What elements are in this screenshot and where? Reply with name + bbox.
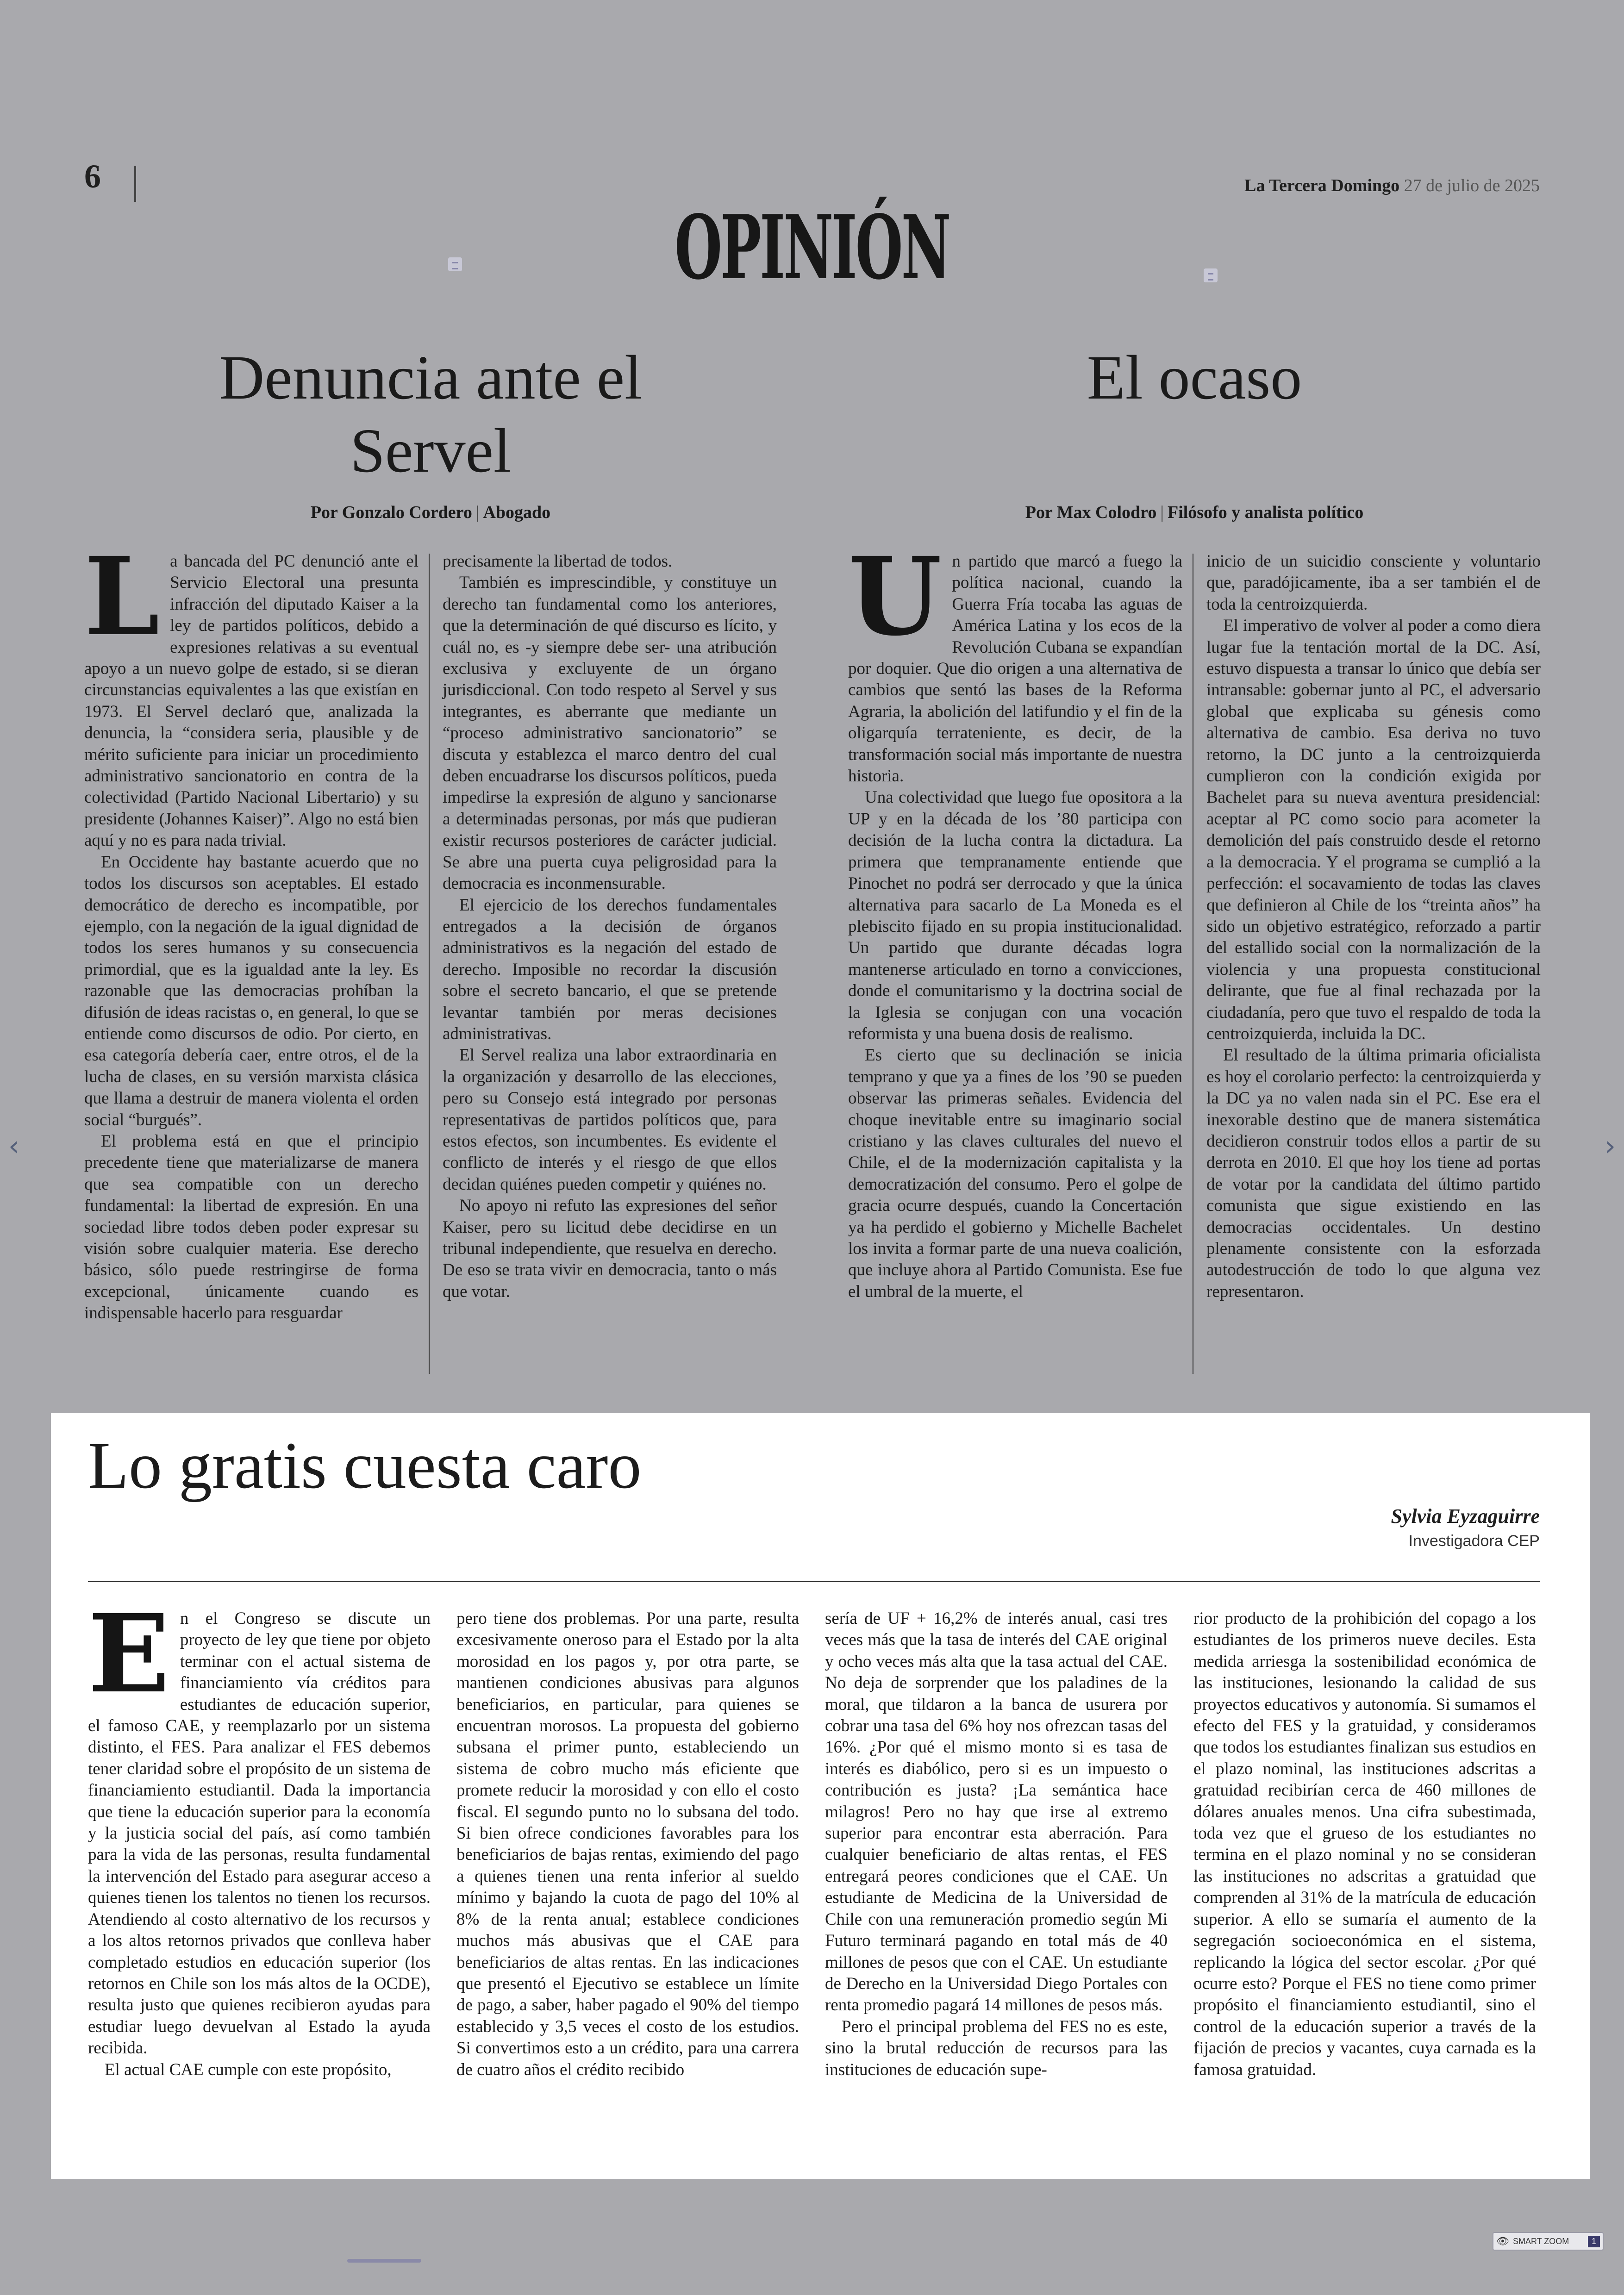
paragraph: El ejercicio de los derechos fundamentales entregados a la decisión de órganos administrativos es la negación del estado de derecho. Imposible no recordar la discusión sobre el secreto bancario, el que se pretende levantar también por meras decisiones administrativas. [443,895,777,1043]
paragraph: Es cierto que su declinación se inicia temprano y que ya a fines de los ’90 se pueden observar las primeras señales. Evidencia del choque inevitable entre su imaginario social cristiano y las claves culturales del nuevo el Chile, el de la modernización capitalista y la democratización del consumo. Pero el golpe de gracia ocurre después, cuando la Concertación ya ha perdido el gobierno y Michelle Bachelet los invita a formar parte de una nueva coalición, que incluye ahora al Partido Comunista. Ese fue el umbral de la muerte, el [848,1046,1182,1301]
paragraph: No apoyo ni refuto las expresiones del señor Kaiser, pero su licitud debe decidirse en un tribunal independiente, que resuelva en derecho. De eso se trata vivir en democracia, tanto o más que votar. [443,1196,777,1301]
byline-separator: | [475,503,480,522]
section-title: OPINIÓN [675,196,949,299]
page-scrollbar-track[interactable] [347,2259,1273,2263]
paragraph-text: n el Congreso se discute un proyecto de ley que tiene por objeto terminar con el actual sistema de financiamiento vía créditos para estudiantes de educación superior, el famoso CAE, y reemplazarlo por un sistema distinto, el FES. Para analizar el FES debemos tener claridad sobre el propósito de un sistema de financiamiento estudiantil. Dada la importancia que tiene la educación superior para la economía y la justicia social del país, así como también para la vida de las personas, resulta fundamental la intervención del Estado para asegurar acceso a quienes tienen los talentos no tienen los recursos. Atendiendo al costo alternativo de los recursos y a los altos retornos privados que conlleva haber completado estudios en educación superior (los retornos en Chile son los más altos de la OCDE), resulta justo que quienes recibieron ayudas para estudiar luego devuelvan al Estado la ayuda recibida. [88,1609,431,2058]
paragraph: sería de UF + 16,2% de interés anual, casi tres veces más que la tasa de interés del CAE original y ocho veces más alta que la tasa actual del CAE. No deja de sorprender que los paladines de la moral, que tildaron a la banca de usurera por cobrar una tasa del 6% hoy nos ofrezcan tasas del 16%. ¿Por qué el mismo monto si es tasa de interés es diabólico, pero si es un impuesto o contribución es justa? ¡La semántica hace milagros! Pero no hay que irse al extremo superior para encontrar esta aberración. Para cualquier beneficiario de altas rentas, el FES entregará peores condiciones que el CAE. Un estudiante de Medicina de la Universidad de Chile con una remuneración promedio según Mi Futuro terminará pagando en total más de 40 millones de pesos que con el CAE. Un estudiante de Derecho en la Universidad Diego Portales con renta promedio pagará 14 millones de pesos más. [825,1609,1168,2015]
paragraph: El problema está en que el principio precedente tiene que materializarse de manera que sea compatible con un derecho fundamental: la libertad de expresión. En una sociedad libre todos deben poder expresar su visión sobre cualquier materia. Ese derecho básico, sólo puede restringirse de forma excepcional, únicamente cuando es indispensable hacerlo para resguardar [84,1131,418,1323]
publication-date: 27 de julio de 2025 [1404,176,1540,195]
page-number: 6 [84,158,101,195]
paragraph: El actual CAE cumple con este propósito, [105,2060,392,2079]
publication-name: La Tercera Domingo [1244,176,1400,195]
page-number-divider [134,166,136,202]
dateline [1244,177,1540,194]
page-scrollbar-thumb[interactable] [347,2259,421,2263]
paragraph: El resultado de la última primaria oficialista es hoy el corolario perfecto: la centroizquierda y la DC ya no valen nada sin el PC. Ese era el inexorable destino que de manera sistemática decidieron construir todos ellos a partir de su derrota en 2010. El que hoy los tiene ad portas de votar por la candidata del último partido comunista que sigue existiendo en las democracias occidentales. Un destino plenamente consistente con la esforzada autodestrucción de todo lo que alguna vez representaron. [1206,1046,1541,1301]
drop-cap: E [88,1590,170,1717]
headline-divider [88,1581,1540,1582]
paragraph: inicio de un suicidio consciente y voluntario que, paradójicamente, iba a ser también el de toda la centroizquierda. [1206,552,1541,614]
headline-line: Servel [350,416,511,486]
zoom-level-badge: 1 [1588,2236,1600,2247]
smart-zoom-label: SMART ZOOM [1512,2236,1569,2246]
paragraph: Pero el principal problema del FES no es este, sino la brutal reducción de recursos para las instituciones de educación supe- [825,2017,1168,2079]
paragraph-text: a bancada del PC denunció ante el Servicio Electoral una presunta infracción del diputado Kaiser a la ley de partidos políticos, debido a expresiones relativas a su eventual apoyo a un nuevo golpe de estado, si se dieran circunstancias equivalentes a las que existían en 1973. El Servel declaró que, analizada la denuncia, la “considera seria, plausible y de mérito suficiente para iniciar un procedimiento administrativo sancionatorio en contra de la colectividad (Partido Nacional Libertario) y su presidente (Johannes Kaiser)”. Algo no está bien aquí y no es para nada trivial. [84,552,418,850]
drop-cap: U [848,533,942,660]
smart-zoom-button[interactable] [1493,2232,1604,2251]
paragraph: rior producto de la prohibición del copago a los estudiantes de los primeros nueve deciles. Esta medida arriesga la sostenibilidad económica de las instituciones, lesionando la calidad de sus proyectos educativos y autonomía. Si sumamos el efecto del FES y la gratuidad, y consideramos que todos los estudiantes finalizan sus estudios en el plazo nominal, las instituciones adscritas a gratuidad recibirían cerca de 460 millones de dólares anuales menos. Una cifra subestimada, toda vez que el grueso de los estudiantes no termina en el plazo nominal y no se consideran las instituciones no adscritas a gratuidad que comprenden al 31% de la matrícula de educación superior. A ello se sumaría el aumento de la segregación socioeconómica en el sistema, replicando la lógica del sector escolar. ¿Por qué ocurre esto? Porque el FES no tiene como primer propósito el financiamiento estudiantil, sino el control de la educación superior a través de la fijación de precios y vacantes, cuya carnada es la famosa gratuidad. [1193,1609,1536,2079]
article-headline [84,342,777,488]
paragraph: En Occidente hay bastante acuerdo que no todos los discursos son aceptables. El estado democrático de derecho es incompatible, por ejemplo, con la negación de la igual dignidad de todos los seres humanos y su consecuencia primordial, que es la igualdad ante la ley. Es razonable que las democracias prohíban la difusión de ideas racistas o, en general, lo que se entiende como discursos de odio. Por cierto, en esa categoría debería caer, entre otros, el de la lucha de clases, en su versión marxista clásica que llama a destruir de manera violenta el orden social “burgués”. [84,852,418,1129]
article-column [1193,1608,1536,2081]
author-name: Por Max Colodro [1025,503,1157,522]
article-column [88,1590,431,2081]
article-column [456,1608,799,2081]
article-column [825,1608,1168,2081]
paragraph: pero tiene dos problemas. Por una parte, resulta excesivamente oneroso para el Estado por la alta morosidad en los pagos y, por otra parte, se mantienen condiciones abusivas para algunos beneficiarios, en particular, para quienes se encuentran morosos. La propuesta del gobierno subsana el primer punto, estableciendo un sistema de cobro mucho más eficiente que promete reducir la morosidad y con ello el costo fiscal. El segundo punto no lo subsana del todo. Si bien ofrece condiciones favorables para los beneficiarios de bajas rentas, eximiendo del pago a quienes tienen una renta inferior al sueldo mínimo y bajando la cuota de pago del 10% al 8% de la renta anual; establece condiciones muchos más abusivas que el CAE para beneficiarios de altas rentas. En las indicaciones que presentó el Ejecutivo se establece un límite de pago, a saber, haber pagado el 90% del tiempo establecido y 3,5 veces el costo de los estudios. Si convertimos esto a un crédito, para una carrera de cuatro años el crédito recibido [456,1609,799,2079]
article-marker-icon[interactable] [448,257,462,271]
byline-separator: | [1160,503,1164,522]
chevron-right-icon[interactable]: › [1605,1130,1616,1162]
paragraph: Una colectividad que luego fue opositora a la UP y en la década de los ’80 participa con decisión de la lucha contra la dictadura. La primera que tempranamente entiende que Pinochet no podrá ser derrocado y que la única alternativa para sacarlo de La Moneda es el plebiscito fijado en su propia institucionalidad. Un partido que durante décadas logra mantenerse articulado en torno a convicciones, donde el comunitarismo y la doctrina social de la Iglesia se conjugan con una vocación reformista y una buena dosis de realismo. [848,788,1182,1043]
article-column [443,551,777,1303]
author-name: Por Gonzalo Cordero [310,503,472,522]
eye-icon: 👁 [1496,2235,1509,2247]
article-byline [84,502,777,523]
article-marker-icon[interactable] [1204,268,1218,282]
author-role: Filósofo y analista político [1167,503,1364,522]
paragraph [84,533,418,852]
author-role: Abogado [483,503,551,522]
paragraph [88,1590,431,2059]
paragraph: El imperativo de volver al poder a como diera lugar fue la tentación mortal de la DC. Así, estuvo dispuesta a transar lo único que debía ser intransable: gobernar junto al PC, el adversario global que explicaba su génesis como alternativa de cambio. Esa deriva no tuvo retorno, la DC junto a la centroizquierda cumplieron con la condición exigida por Bachelet para su nueva aventura presidencial: aceptar al PC como socio para acometer la demolición del país construido desde el retorno a la democracia. Y el programa se cumplió a la perfección: el socavamiento de todas las claves que definieron al Chile de los “treinta años” ha sido un objetivo estratégico, reforzado a partir del estallido social con la normalización de la violencia y una propuesta constitucional delirante, que fue al final rechazada por la ciudadanía, pero que tuvo el respaldo de toda la centroizquierda, incluida la DC. [1206,616,1541,1043]
paragraph: precisamente la libertad de todos. [443,552,673,571]
article-column [84,533,418,1324]
paragraph: El Servel realiza una labor extraordinaria en la organización y desarrollo de las elecciones, pero su Consejo está integrado por personas representativas de partidos políticos que, para estos efectos, son incumbentes. Es evidente el conflicto de interés y el riesgo de que ellos decidan quiénes pueden competir y quiénes no. [443,1046,777,1194]
chevron-left-icon[interactable]: ‹ [8,1130,19,1162]
article-column [848,533,1182,1303]
author-role: Investigadora CEP [1408,1532,1540,1550]
article-column [1206,551,1541,1303]
column-divider [429,554,430,1374]
paragraph-text: n partido que marcó a fuego la política nacional, cuando la Guerra Fría tocaba las aguas de América Latina y los ecos de la Revolución Cubana se expandían por doquier. Que dio origen a una alternativa de cambios que sentó las bases de la Reforma Agraria, la abolición del latifundio y el fin de la oligarquía terrateniente, es decir, de la transformación social más importante de nuestra historia. [848,552,1182,786]
headline-line: Denuncia ante el [219,343,642,412]
article-byline [848,502,1541,523]
paragraph: También es imprescindible, y constituye un derecho tan fundamental como los anteriores, que la determinación de qué discurso es lícito, y cuál no, es -y siempre debe ser- una atribución exclusiva y excluyente de un órgano jurisdiccional. Con todo respeto al Servel y sus integrantes, es aberrante que mediante un “proceso administrativo sancionatorio” se discuta y establezca el marco dentro del cual deben encuadrarse los discursos políticos, pueda impedirse la expresión de alguno y sancionarse a determinadas personas, por más que pudieran existir recursos posteriores de carácter judicial. Se abre una puerta cuya peligrosidad para la democracia es inconmensurable. [443,573,777,893]
author-name: Sylvia Eyzaguirre [1391,1505,1540,1528]
drop-cap: L [84,533,160,660]
paragraph [848,533,1182,787]
article-headline: Lo gratis cuesta caro [88,1429,642,1503]
article-headline: El ocaso [1087,343,1302,412]
